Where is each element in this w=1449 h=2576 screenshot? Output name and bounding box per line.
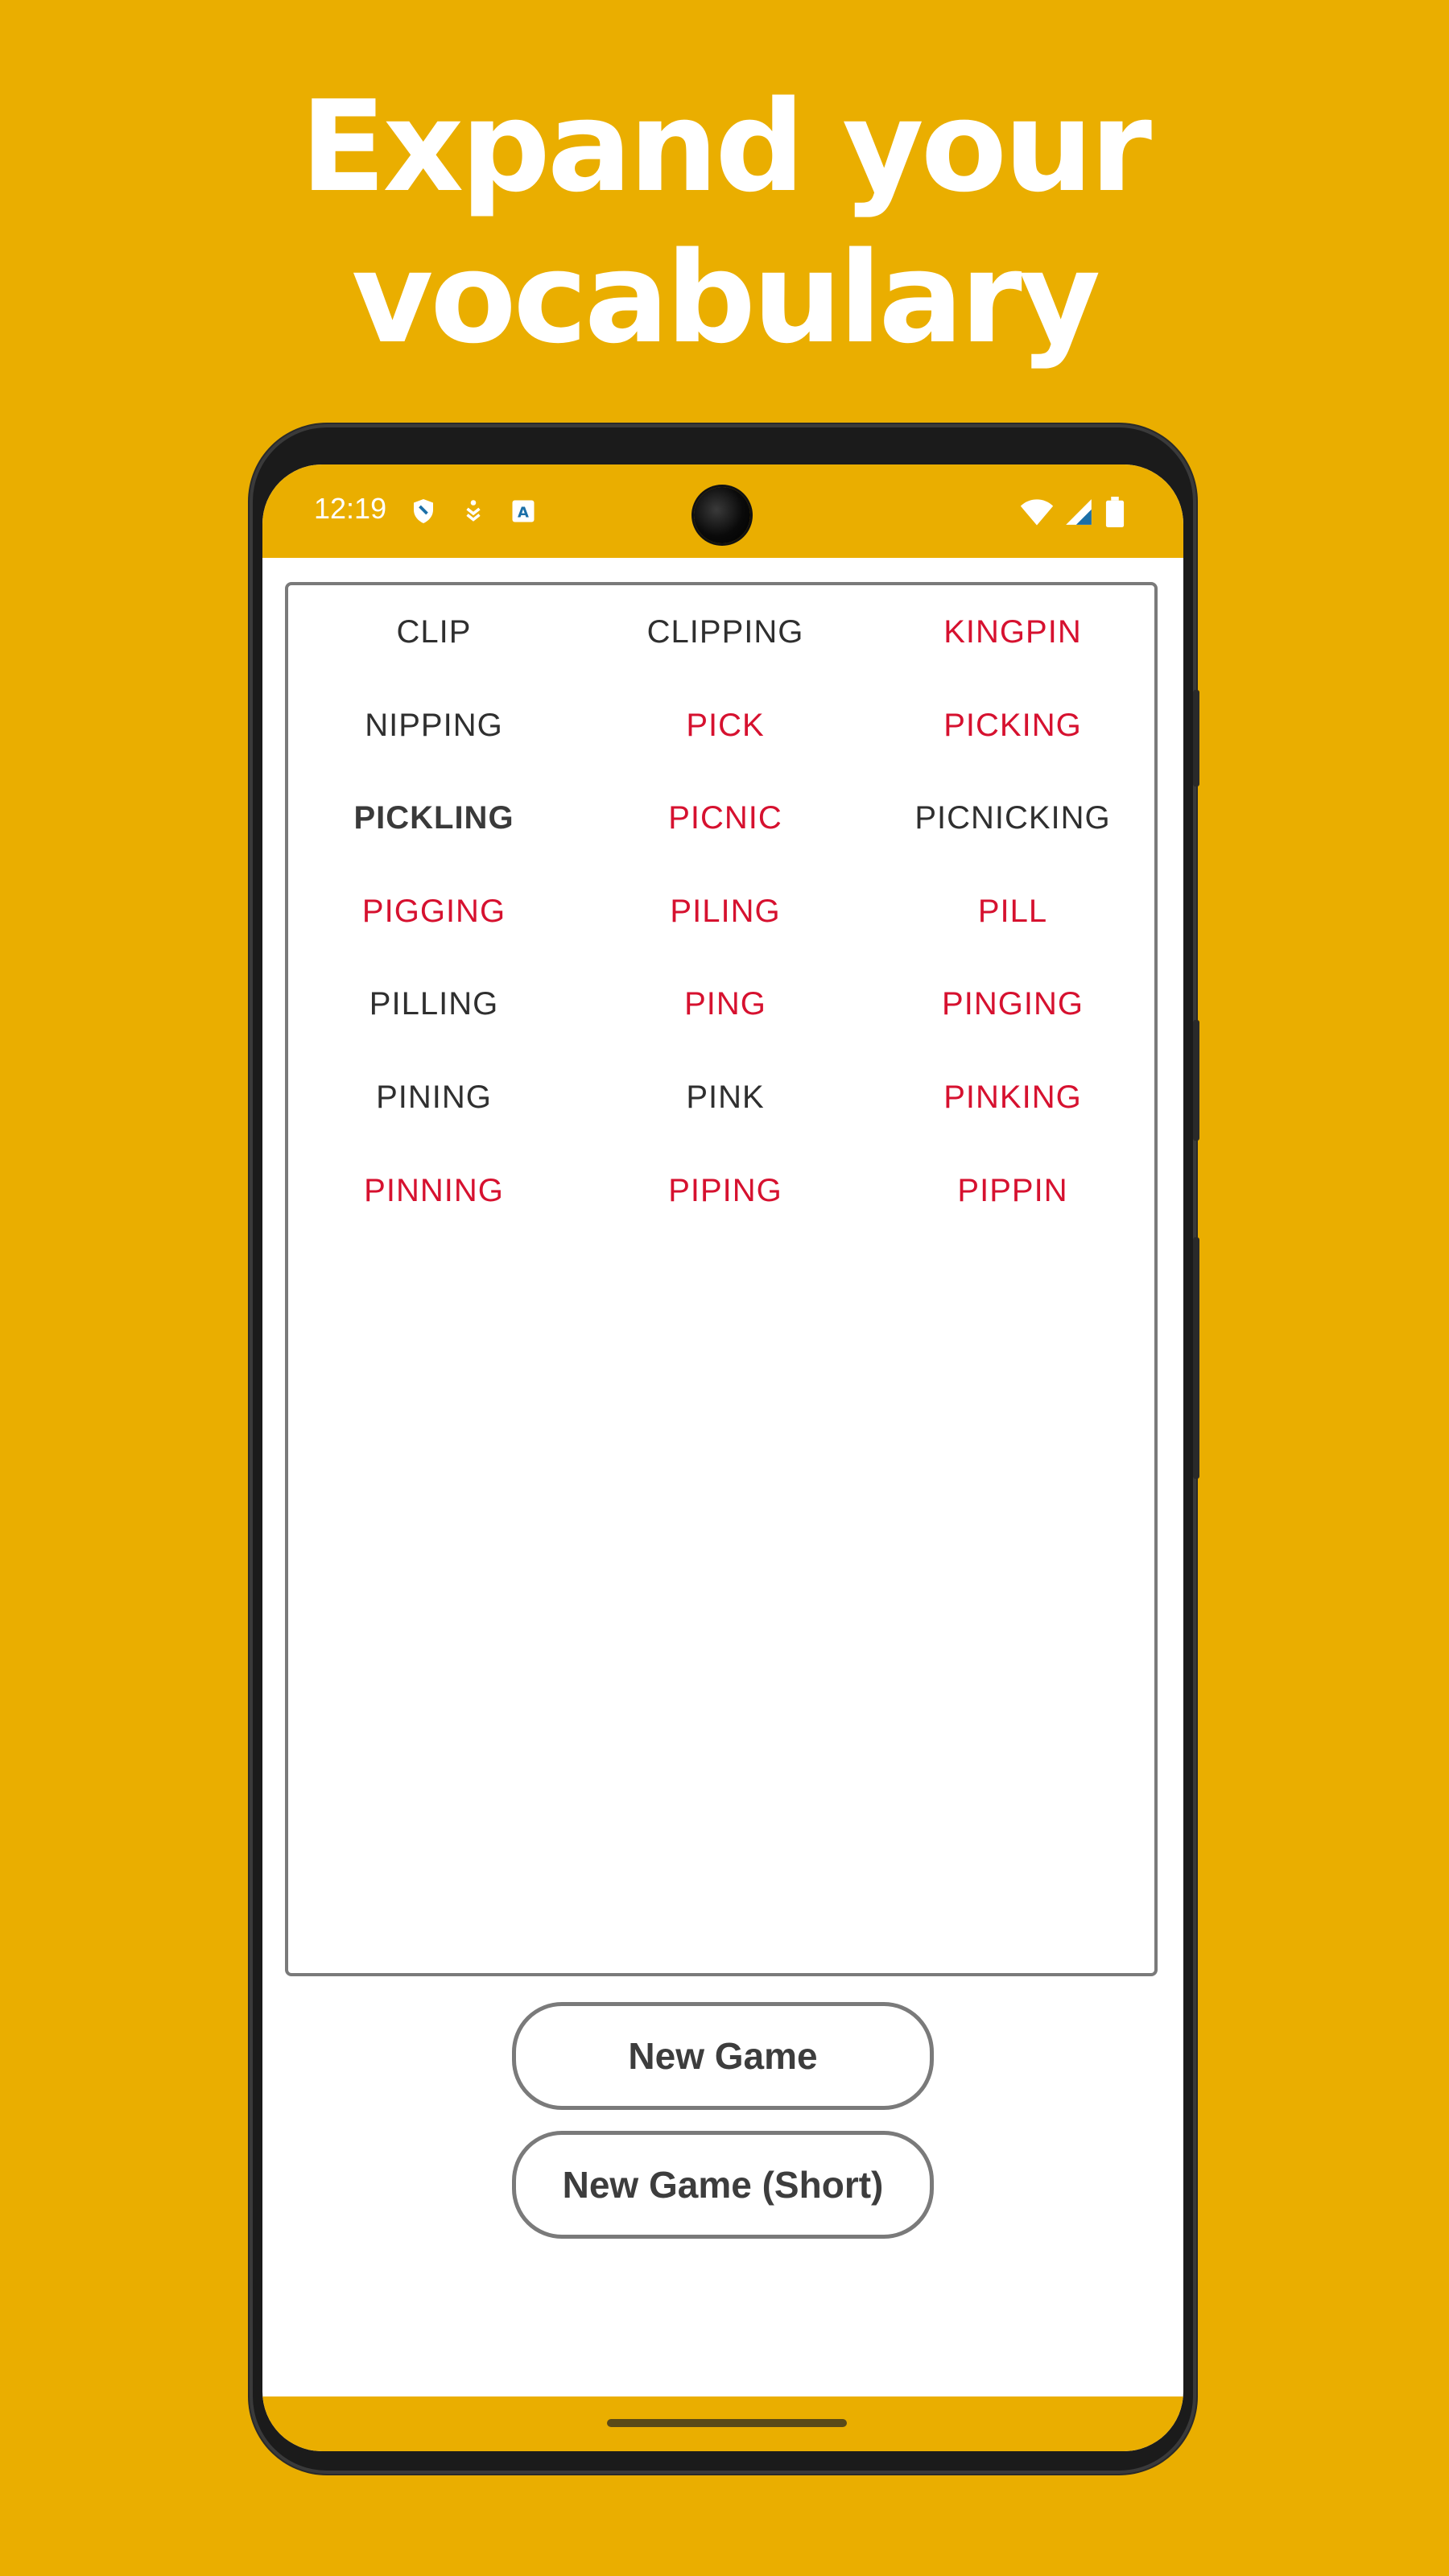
word-item: NIPPING <box>365 707 503 743</box>
word-item: PILL <box>977 893 1048 929</box>
wifi-icon <box>1019 497 1055 527</box>
volume-down-button <box>1193 1237 1199 1479</box>
shield-icon <box>409 497 438 526</box>
promo-headline <box>0 71 1449 374</box>
word-item: PIPING <box>668 1172 782 1208</box>
word-item: PIGGING <box>361 893 506 929</box>
new-game-short-button[interactable]: New Game (Short) <box>512 2131 934 2239</box>
promo-headline-line1: Expand your <box>299 73 1150 220</box>
volume-up-button <box>1193 1020 1199 1141</box>
word-item: PICKING <box>943 707 1082 743</box>
download-icon <box>459 497 488 526</box>
word-item: PILING <box>670 893 781 929</box>
word-item: PICK <box>686 707 765 743</box>
word-list-panel <box>285 582 1158 1976</box>
word-item: PICNIC <box>668 800 782 836</box>
word-item: PINKING <box>943 1079 1082 1115</box>
word-item: PICNICKING <box>914 800 1111 836</box>
word-item: CLIPPING <box>646 614 804 650</box>
word-item: PINNING <box>364 1172 504 1208</box>
signal-icon <box>1063 497 1095 527</box>
battery-icon <box>1104 497 1125 527</box>
word-item: PINK <box>686 1079 765 1115</box>
promo-headline-line2: vocabulary <box>351 225 1098 371</box>
home-indicator[interactable] <box>607 2419 847 2427</box>
word-item: PINING <box>376 1079 492 1115</box>
phone-screen <box>262 464 1183 2451</box>
status-time: 12:19 <box>314 492 387 525</box>
word-item: PIPPIN <box>957 1172 1068 1208</box>
word-item: PINGING <box>942 986 1084 1022</box>
phone-frame <box>250 424 1196 2474</box>
translate-icon <box>509 497 538 526</box>
navigation-bar <box>262 2396 1183 2451</box>
status-bar <box>262 464 1183 558</box>
svg-text:A: A <box>518 504 529 522</box>
power-button <box>1193 690 1199 786</box>
front-camera <box>694 487 750 543</box>
word-item: PICKLING <box>353 800 514 836</box>
word-item: PILLING <box>369 986 499 1022</box>
word-grid <box>288 601 1154 1253</box>
word-item: CLIP <box>396 614 472 650</box>
word-item: PING <box>684 986 766 1022</box>
new-game-button[interactable]: New Game <box>512 2002 934 2110</box>
word-item: KINGPIN <box>943 614 1082 650</box>
